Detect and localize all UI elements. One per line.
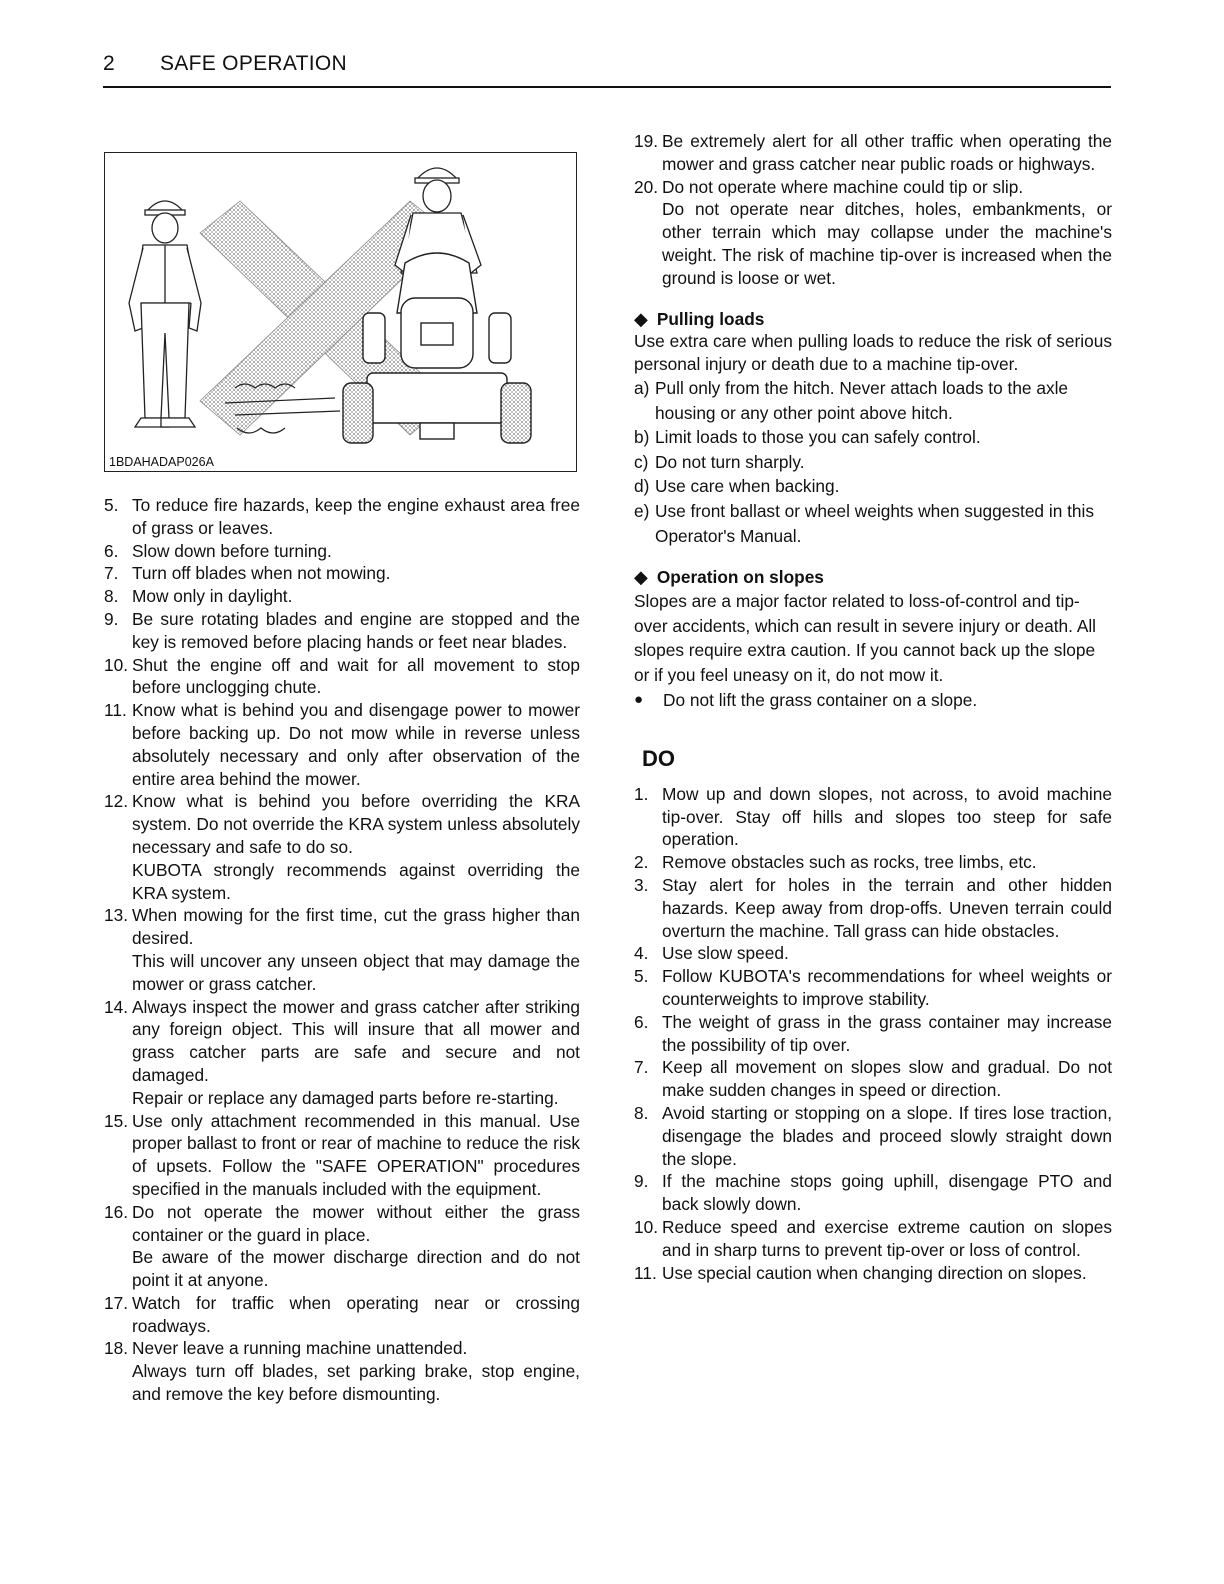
list-item: 20. Do not operate where machine could tip or slip. Do not operate near ditches, holes, embankments, or other terrain which may collapse under the machine's weight. The risk of machine tip-over is increased when the ground is loose or wet.	[634, 176, 1112, 288]
list-item: 8. Mow only in daylight.	[104, 586, 293, 607]
page-title: SAFE OPERATION	[160, 52, 348, 75]
list-item: 15. Use only attachment recommended in this manual. Use proper ballast to front or rear of machine to reduce the risk of upsets. Follow the "SAFE OPERATION" procedures specified in the manuals included with the equipment.	[104, 1110, 580, 1199]
list-item: 11. Use special caution when changing direction on slopes.	[634, 1262, 1087, 1283]
slopes-heading: ◆ Operation on slopes	[634, 567, 824, 588]
do-heading: DO	[642, 746, 675, 772]
list-item: c) Do not turn sharply.	[634, 451, 805, 472]
list-item: 9. Be sure rotating blades and engine are stopped and the key is removed before placing hands or feet near blades.	[104, 608, 580, 652]
list-item: 9. If the machine stops going uphill, disengage PTO and back slowly down.	[634, 1171, 1112, 1215]
list-item: 18. Never leave a running machine unattended. Always turn off blades, set parking brake, stop engine, and remove the key before dismounting.	[104, 1338, 580, 1405]
list-item: e) Use front ballast or wheel weights when suggested in this Operator's Manual.	[634, 500, 1094, 546]
list-item: 5. To reduce fire hazards, keep the engine exhaust area free of grass or leaves.	[104, 495, 580, 538]
list-item: 4. Use slow speed.	[634, 943, 789, 964]
pulling-loads-heading: ◆ Pulling loads	[634, 308, 765, 329]
diamond-icon: ◆	[634, 308, 648, 329]
list-item: 6. Slow down before turning.	[104, 540, 332, 561]
list-item: 3. Stay alert for holes in the terrain and other hidden hazards. Keep away from drop-offs. Uneven terrain could overturn the machine. Tall grass can hide obstacles.	[634, 875, 1112, 941]
list-item: 10. Shut the engine off and wait for all movement to stop before unclogging chute.	[104, 654, 580, 698]
list-item: 10. Reduce speed and exercise extreme caution on slopes and in sharp turns to prevent tip-over or loss of control.	[634, 1217, 1112, 1260]
list-item: 5. Follow KUBOTA's recommendations for wheel weights or counterweights to improve stability.	[634, 966, 1112, 1010]
list-item: b) Limit loads to those you can safely control.	[634, 427, 981, 448]
slopes-bullet: ● Do not lift the grass container on a slope.	[634, 690, 978, 711]
mower-warning-drawing	[105, 153, 576, 471]
list-item: 13. When mowing for the first time, cut the grass higher than desired. This will uncover any unseen object that may damage the mower or grass catcher.	[104, 905, 580, 994]
bullet-icon: ●	[634, 691, 644, 709]
bystander-figure	[129, 201, 201, 427]
do-list	[634, 783, 1112, 1285]
list-item: 11. Know what is behind you and disengage power to mower before backing up. Do not mow while in reverse unless absolutely necessary and only after observation of the entire area behind the mower.	[104, 700, 580, 789]
list-item: 7. Keep all movement on slopes slow and gradual. Do not make sudden changes in speed or direction.	[634, 1057, 1112, 1101]
list-item: 1. Mow up and down slopes, not across, to avoid machine tip-over. Stay off hills and slopes too steep for safe operation.	[634, 783, 1112, 850]
figure-caption: 1BDAHADAP026A	[109, 455, 214, 469]
page-header	[103, 50, 1111, 88]
list-item: 14. Always inspect the mower and grass catcher after striking any foreign object. This will insure that all mower and grass catcher parts are safe and secure and not damaged. Repair or replace any damaged parts before re-starting.	[104, 996, 580, 1108]
page-number: 2	[103, 52, 115, 75]
pulling-loads-list	[634, 376, 1112, 548]
list-item: a) Pull only from the hitch. Never attach loads to the axle housing or any other point above hitch.	[634, 377, 1069, 423]
slopes-intro: Slopes are a major factor related to loss-of-control and tip-over accidents, which can result in severe injury or death. All slopes require extra caution. If you cannot back up the slope or if you feel uneasy on it, do not mow it.	[634, 590, 1097, 685]
list-item: 8. Avoid starting or stopping on a slope. If tires lose traction, disengage the blades and proceed slowly straight down the slope.	[634, 1103, 1112, 1169]
diamond-icon: ◆	[634, 567, 648, 588]
safety-list-left	[104, 494, 580, 1406]
left-column	[104, 494, 580, 1406]
safety-list-right	[634, 130, 1112, 290]
right-column	[634, 130, 1112, 1284]
list-item: 2. Remove obstacles such as rocks, tree limbs, etc.	[634, 852, 1037, 873]
list-item: 16. Do not operate the mower without either the grass container or the guard in place. Be aware of the mower discharge direction and do not point it at anyone.	[104, 1201, 580, 1291]
list-item: d) Use care when backing.	[634, 476, 840, 497]
list-item: 19. Be extremely alert for all other traffic when operating the mower and grass catcher near public roads or highways.	[634, 131, 1112, 174]
list-item: 6. The weight of grass in the grass container may increase the possibility of tip over.	[634, 1011, 1112, 1055]
pulling-loads-intro: Use extra care when pulling loads to reduce the risk of serious personal injury or death due to a machine tip-over.	[634, 331, 1112, 375]
list-item: 17. Watch for traffic when operating near or crossing roadways.	[104, 1292, 580, 1336]
list-item: 12. Know what is behind you before overriding the KRA system. Do not override the KRA system unless absolutely necessary and safe to do so. KUBOTA strongly recommends against overriding the KRA system.	[104, 791, 580, 903]
safety-illustration	[104, 152, 577, 472]
list-item: 7. Turn off blades when not mowing.	[104, 563, 391, 584]
